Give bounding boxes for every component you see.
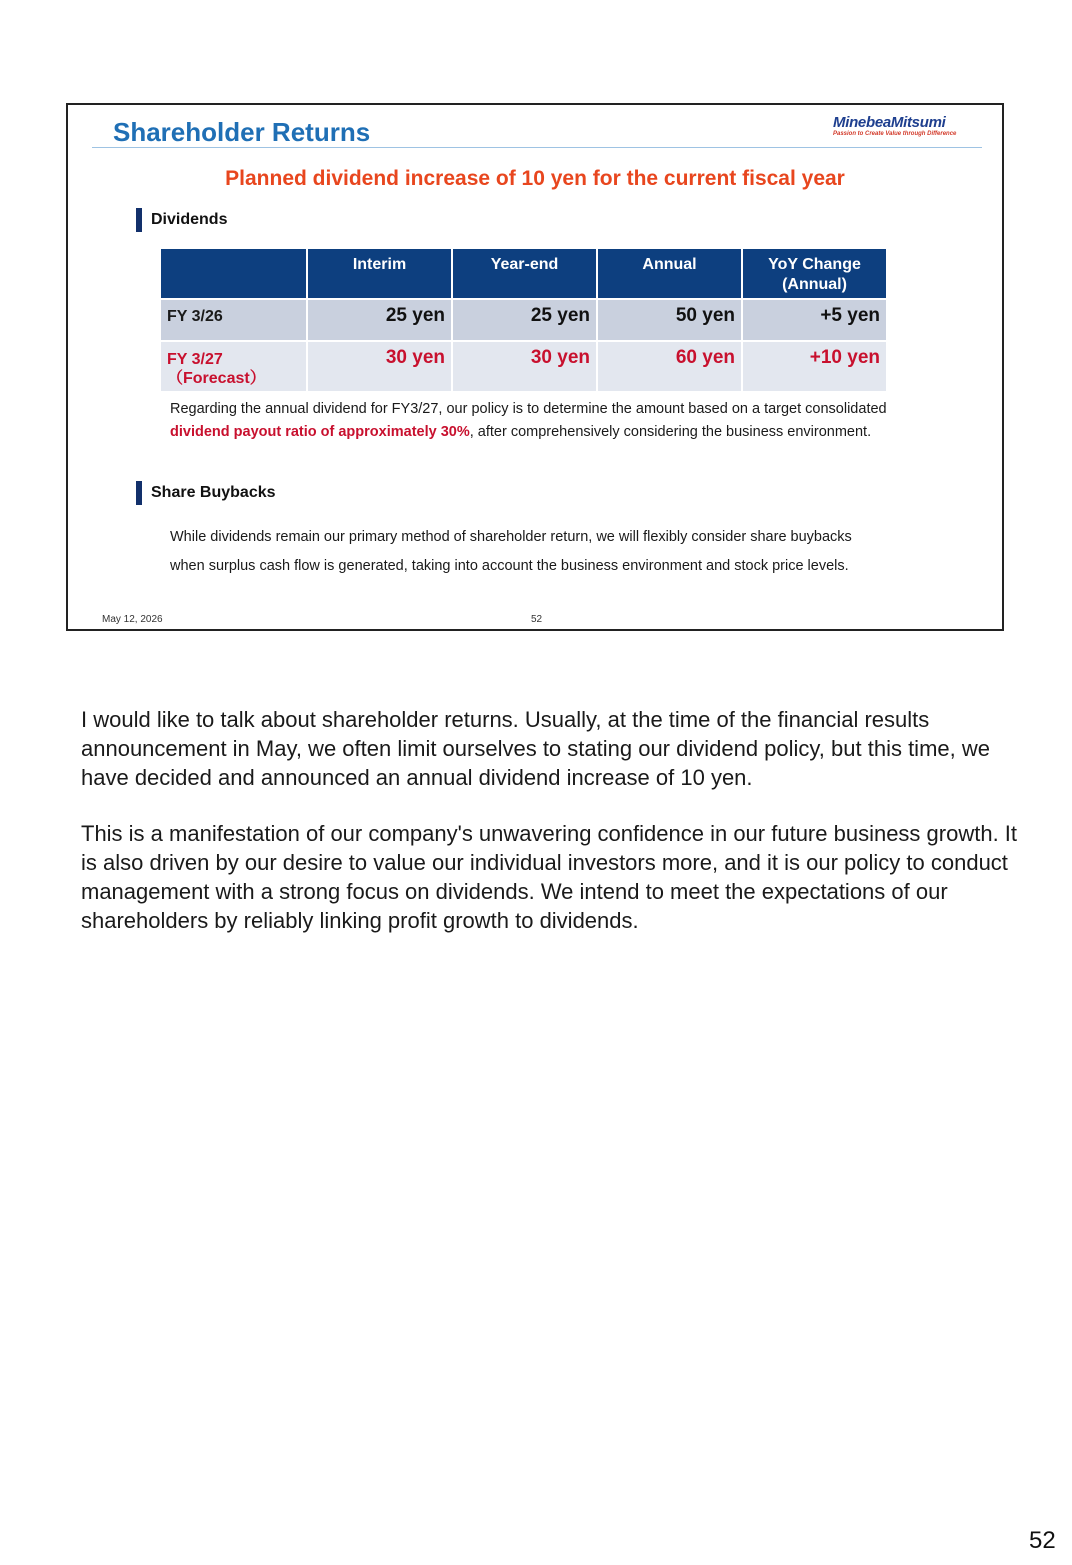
speech-paragraph: I would like to talk about shareholder returns. Usually, at the time of the financial results announcement in May, we often limit ourselves to stating our dividend policy, but this time, we have decided and announced an annual dividend increase of 10 yen. [81, 707, 990, 790]
speaker-notes [81, 706, 1021, 964]
dividends-section-label: Dividends [151, 211, 228, 228]
buybacks-note [170, 523, 852, 581]
cell-annual: 60 yen [597, 341, 742, 391]
title-divider [92, 147, 982, 148]
cell-year-end: 25 yen [452, 299, 597, 341]
cell-year-end: 30 yen [452, 341, 597, 391]
table-header-yoy-change: YoY Change (Annual) [742, 249, 886, 299]
table-header-annual: Annual [597, 249, 742, 299]
payout-ratio-emphasis: dividend payout ratio of approximately 30% [170, 423, 470, 440]
note-line-1: Regarding the annual dividend for FY3/27, our policy is to determine the amount based on a target consolidated [170, 401, 887, 417]
row-label-forecast: FY 3/27 （Forecast） [161, 341, 307, 391]
buybacks-line-1: While dividends remain our primary method of shareholder return, we will flexibly consider share buybacks [170, 529, 852, 545]
cell-annual: 50 yen [597, 299, 742, 341]
dividends-table [161, 249, 886, 391]
section-marker [136, 208, 142, 232]
company-logo [833, 114, 973, 144]
table-row [161, 341, 886, 391]
logo-name: MinebeaMitsumi [833, 114, 946, 131]
cell-yoy: +5 yen [742, 299, 886, 341]
table-header-interim: Interim [307, 249, 452, 299]
cell-interim: 25 yen [307, 299, 452, 341]
page-number: 52 [1029, 1527, 1056, 1554]
headline: Planned dividend increase of 10 yen for the current fiscal year [225, 167, 845, 190]
slide-title: Shareholder Returns [113, 117, 371, 147]
cell-yoy: +10 yen [742, 341, 886, 391]
note-line-2-rest: , after comprehensively considering the business environment. [469, 423, 872, 440]
table-header-blank [161, 249, 307, 299]
buybacks-section-header [136, 481, 276, 505]
cell-interim: 30 yen [307, 341, 452, 391]
row-label: FY 3/26 [161, 299, 307, 341]
speech-paragraph: This is a manifestation of our company's unwavering confidence in our future business growth. It is also driven by our desire to value our individual investors more, and it is our policy to conduct management with a strong focus on dividends. We intend to meet the expectations of our shareholders by reliably linking profit growth to dividends. [81, 821, 1018, 933]
slide [66, 103, 1004, 631]
table-row [161, 299, 886, 341]
section-marker [136, 481, 142, 505]
note-line-2 [170, 421, 887, 444]
slide-date: May 12, 2026 [102, 614, 163, 625]
buybacks-line-2: when surplus cash flow is generated, taking into account the business environment and stock price levels. [170, 558, 849, 574]
logo-tagline: Passion to Create Value through Difference [833, 131, 957, 137]
dividend-policy-note [170, 398, 887, 443]
table-header-year-end: Year-end [452, 249, 597, 299]
dividends-section-header [136, 208, 227, 232]
table-header-row [161, 249, 886, 299]
buybacks-section-label: Share Buybacks [151, 484, 276, 501]
slide-number: 52 [531, 614, 543, 625]
